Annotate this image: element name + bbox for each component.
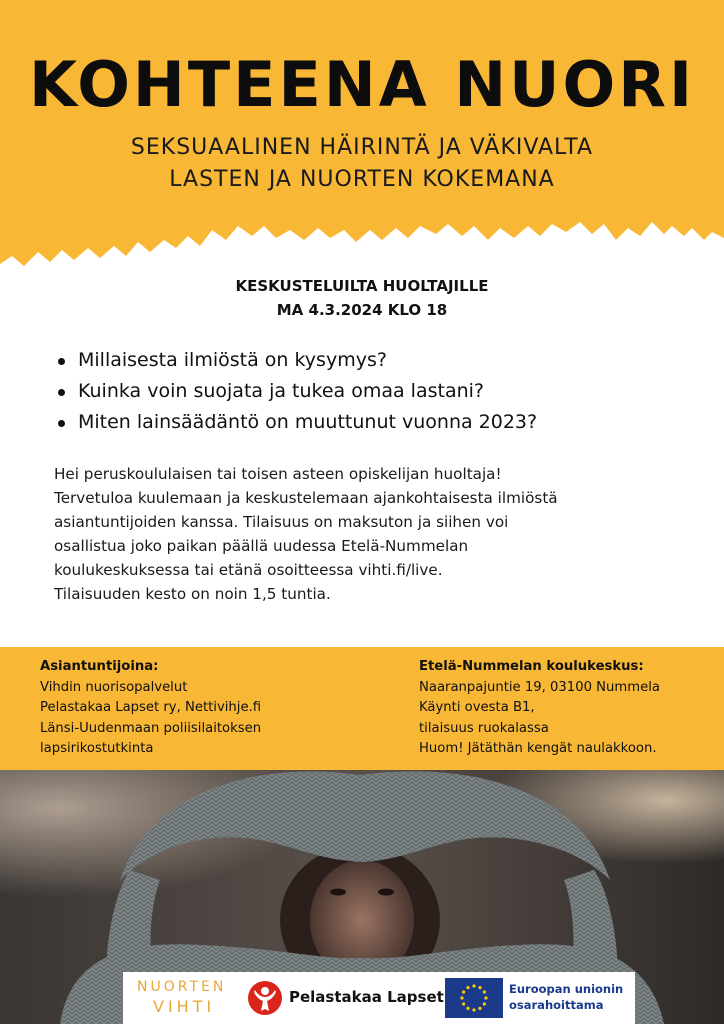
question-item: Millaisesta ilmiöstä on kysymys? (58, 345, 537, 376)
intro-paragraph (54, 462, 694, 606)
event-datetime: MA 4.3.2024 KLO 18 (276, 301, 448, 319)
nuorten-vihti-logo-top: NUORTEN (137, 979, 227, 995)
experts-column (40, 657, 261, 760)
event-name: KESKUSTELUILTA HUOLTAJILLE (235, 277, 489, 295)
page-title: KOHTEENA NUORI (28, 48, 696, 121)
intro-line: Tervetuloa kuulemaan ja keskustelemaan ajankohtaisesta ilmiöstä (54, 489, 558, 507)
question-item: Kuinka voin suojata ja tukea omaa lastani? (58, 376, 537, 407)
subtitle-line-2: LASTEN JA NUORTEN KOKEMANA (169, 167, 555, 192)
event-info (0, 274, 724, 322)
intro-line: osallistua joko paikan päällä uudessa Etelä-Nummelan (54, 537, 469, 555)
subtitle-line-1: SEKSUAALINEN HÄIRINTÄ JA VÄKIVALTA (130, 135, 594, 160)
partner-logos (123, 972, 635, 1024)
expert-line: Vihdin nuorisopalvelut (40, 679, 188, 695)
venue-column (419, 657, 660, 760)
eu-text-line-2: osarahoittama (509, 998, 604, 1012)
pelastakaa-lapset-text: Pelastakaa Lapset (289, 988, 444, 1006)
intro-line: Hei peruskoululaisen tai toisen asteen opiskelijan huoltaja! (54, 465, 502, 483)
question-item: Miten lainsäädäntö on muuttunut vuonna 2023? (58, 407, 537, 438)
venue-line: Huom! Jätäthän kengät naulakkoon. (419, 741, 657, 756)
header-banner (0, 0, 724, 280)
expert-line: Pelastakaa Lapset ry, Nettivihje.fi (40, 700, 262, 715)
intro-line: Tilaisuuden kesto on noin 1,5 tuntia. (54, 585, 331, 603)
eu-funding-text (509, 981, 623, 1013)
venue-line: Käynti ovesta B1, (419, 700, 535, 715)
eu-flag-icon (445, 978, 503, 1018)
nuorten-vihti-logo (137, 979, 237, 1017)
intro-line: asiantuntijoiden kanssa. Tilaisuus on maksuton ja siihen voi (54, 513, 509, 531)
expert-line: Länsi-Uudenmaan poliisilaitoksen (40, 720, 262, 736)
venue-heading: Etelä-Nummelan koulukeskus: (419, 659, 644, 674)
nuorten-vihti-logo-bottom: VIHTI (153, 997, 216, 1016)
intro-line: koulukeskuksessa tai etänä osoitteessa vihti.fi/live. (54, 561, 443, 579)
venue-line: Naaranpajuntie 19, 03100 Nummela (419, 679, 660, 695)
expert-line: lapsirikostutkinta (40, 741, 154, 756)
eu-funding-logo (445, 978, 631, 1018)
venue-line: tilaisuus ruokalassa (419, 720, 549, 736)
question-list (58, 345, 537, 438)
experts-heading: Asiantuntijoina: (40, 659, 159, 674)
pelastakaa-lapset-logo (247, 980, 444, 1016)
info-band (0, 647, 724, 770)
save-the-children-icon (247, 980, 283, 1016)
eu-text-line-1: Euroopan unionin (509, 982, 624, 996)
page-subtitle (0, 132, 724, 196)
